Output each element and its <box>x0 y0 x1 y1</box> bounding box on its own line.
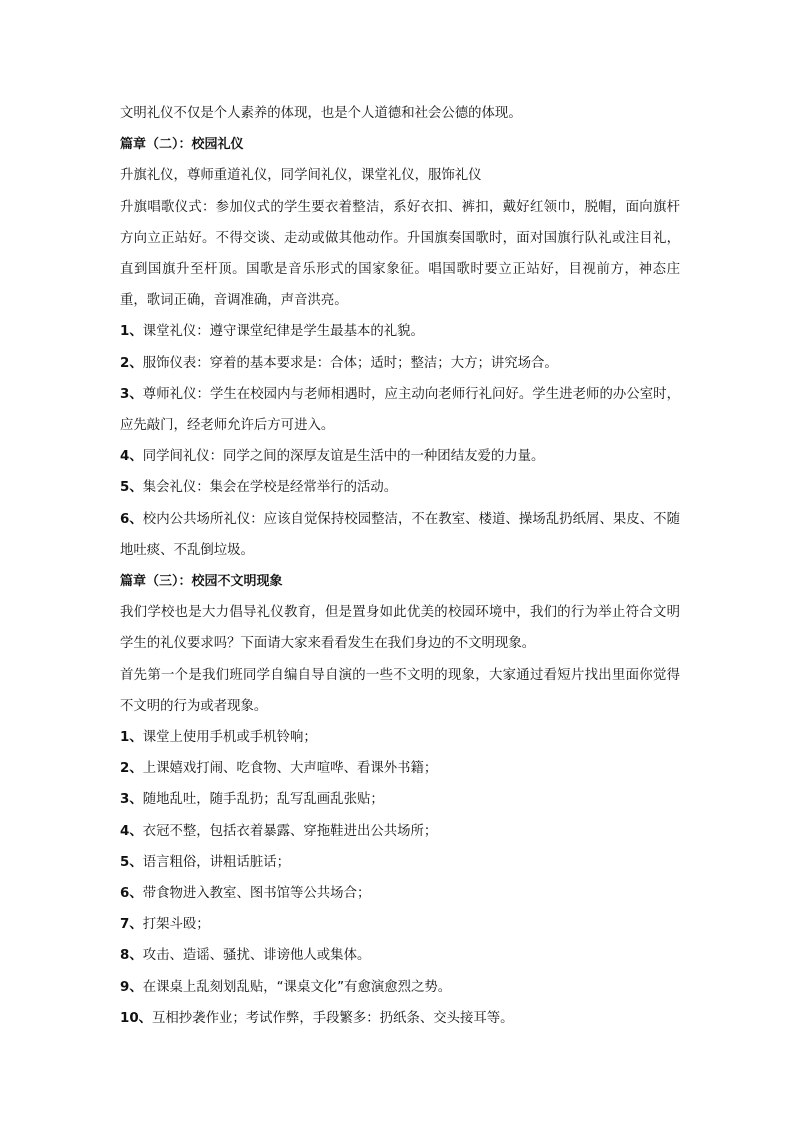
list-item-text: 衣冠不整，包括衣着暴露、穿拖鞋进出公共场所； <box>142 823 438 839</box>
list-item-number: 4、 <box>120 449 143 465</box>
section-2-heading: 篇章（二）：校园礼仪 <box>120 137 244 153</box>
list-item-text: 随地乱吐，随手乱扔；乱写乱画乱张贴； <box>142 792 384 808</box>
list-item-number: 2、 <box>120 761 143 777</box>
list-item <box>120 722 680 753</box>
list-item-number: 6、 <box>120 511 143 527</box>
list-item-number: 1、 <box>120 324 143 340</box>
list-item-text: 同学间礼仪：同学之间的深厚友谊是生活中的一种团结友爱的力量。 <box>142 449 545 465</box>
list-item <box>120 816 680 847</box>
list-item <box>120 784 680 815</box>
list-item <box>120 847 680 878</box>
list-item-number: 4、 <box>120 823 143 839</box>
list-item-text: 打架斗殴； <box>142 917 210 933</box>
list-item <box>120 909 680 940</box>
list-item-number: 8、 <box>120 948 143 964</box>
list-item-text: 课堂上使用手机或手机铃响； <box>142 730 317 746</box>
list-item-number: 6、 <box>120 886 143 902</box>
etiquette-list-line: 升旗礼仪，尊师重道礼仪，同学间礼仪，课堂礼仪，服饰礼仪 <box>120 168 482 184</box>
list-item-number: 9、 <box>120 979 143 995</box>
list-item-text: 校内公共场所礼仪：应该自觉保持校园整洁，不在教室、楼道、操场乱扔纸屑、果皮、不随地吐痰、不乱倒垃圾。 <box>120 511 680 558</box>
list-item-text: 课堂礼仪：遵守课堂纪律是学生最基本的礼貌。 <box>142 324 424 340</box>
section-3-heading: 篇章（三）：校园不文明现象 <box>120 574 283 590</box>
list-item-number: 3、 <box>120 386 143 402</box>
list-item-text: 在课桌上乱刻划乱贴，“课桌文化”有愈演愈烈之势。 <box>142 979 452 995</box>
document-page <box>120 98 680 1034</box>
list-item <box>120 972 680 1003</box>
list-item <box>120 472 680 503</box>
list-item-text: 上课嬉戏打闹、吃食物、大声喧哗、看课外书籍； <box>142 761 438 777</box>
section-3-paragraph-1: 我们学校也是大力倡导礼仪教育，但是置身如此优美的校园环境中，我们的行为举止符合文明学生的礼仪要求吗？下面请大家来看看发生在我们身边的不文明现象。 <box>120 605 680 652</box>
list-item <box>120 348 680 379</box>
list-item-number: 5、 <box>120 480 143 496</box>
list-item <box>120 441 680 472</box>
list-item <box>120 940 680 971</box>
list-item-number: 3、 <box>120 792 143 808</box>
intro-paragraph: 文明礼仪不仅是个人素养的体现，也是个人道德和社会公德的体现。 <box>120 106 522 121</box>
list-item-number: 7、 <box>120 917 143 933</box>
list-item <box>120 878 680 909</box>
list-item-number: 10、 <box>120 1010 153 1026</box>
list-item <box>120 379 680 441</box>
list-item-number: 1、 <box>120 730 143 746</box>
list-item <box>120 316 680 347</box>
list-item-number: 5、 <box>120 854 143 870</box>
list-item-number: 2、 <box>120 355 143 371</box>
list-item-text: 服饰仪表：穿着的基本要求是：合体；适时；整洁；大方；讲究场合。 <box>142 355 558 371</box>
list-item-text: 互相抄袭作业；考试作弊，手段繁多：扔纸条、交头接耳等。 <box>152 1010 514 1026</box>
list-item-text: 攻击、造谣、骚扰、诽谤他人或集体。 <box>142 948 371 964</box>
list-item-text: 语言粗俗，讲粗话脏话； <box>142 854 291 870</box>
list-item-text: 带食物进入教室、图书馆等公共场合； <box>142 886 371 902</box>
section-3-paragraph-2: 首先第一个是我们班同学自编自导自演的一些不文明的现象，大家通过看短片找出里面你觉得不文明的行为或者现象。 <box>120 667 680 714</box>
list-item <box>120 753 680 784</box>
list-item-text: 尊师礼仪：学生在校园内与老师相遇时，应主动向老师行礼问好。学生进老师的办公室时，应先敲门，经老师允许后方可进入。 <box>120 386 680 434</box>
list-item-text: 集会礼仪：集会在学校是经常举行的活动。 <box>142 480 398 496</box>
list-item <box>120 1003 680 1034</box>
list-item <box>120 504 680 566</box>
flag-ceremony-paragraph: 升旗唱歌仪式：参加仪式的学生要衣着整洁，系好衣扣、裤扣，戴好红领巾，脱帽，面向旗杆方向立正站好。不得交谈、走动或做其他动作。升国旗奏国歌时，面对国旗行队礼或注目礼，直到国旗升至杆顶。国歌是音乐形式的国家象征。唱国歌时要立正站好，目视前方，神态庄重，歌词正确，音调准确，声音洪亮。 <box>120 199 680 309</box>
